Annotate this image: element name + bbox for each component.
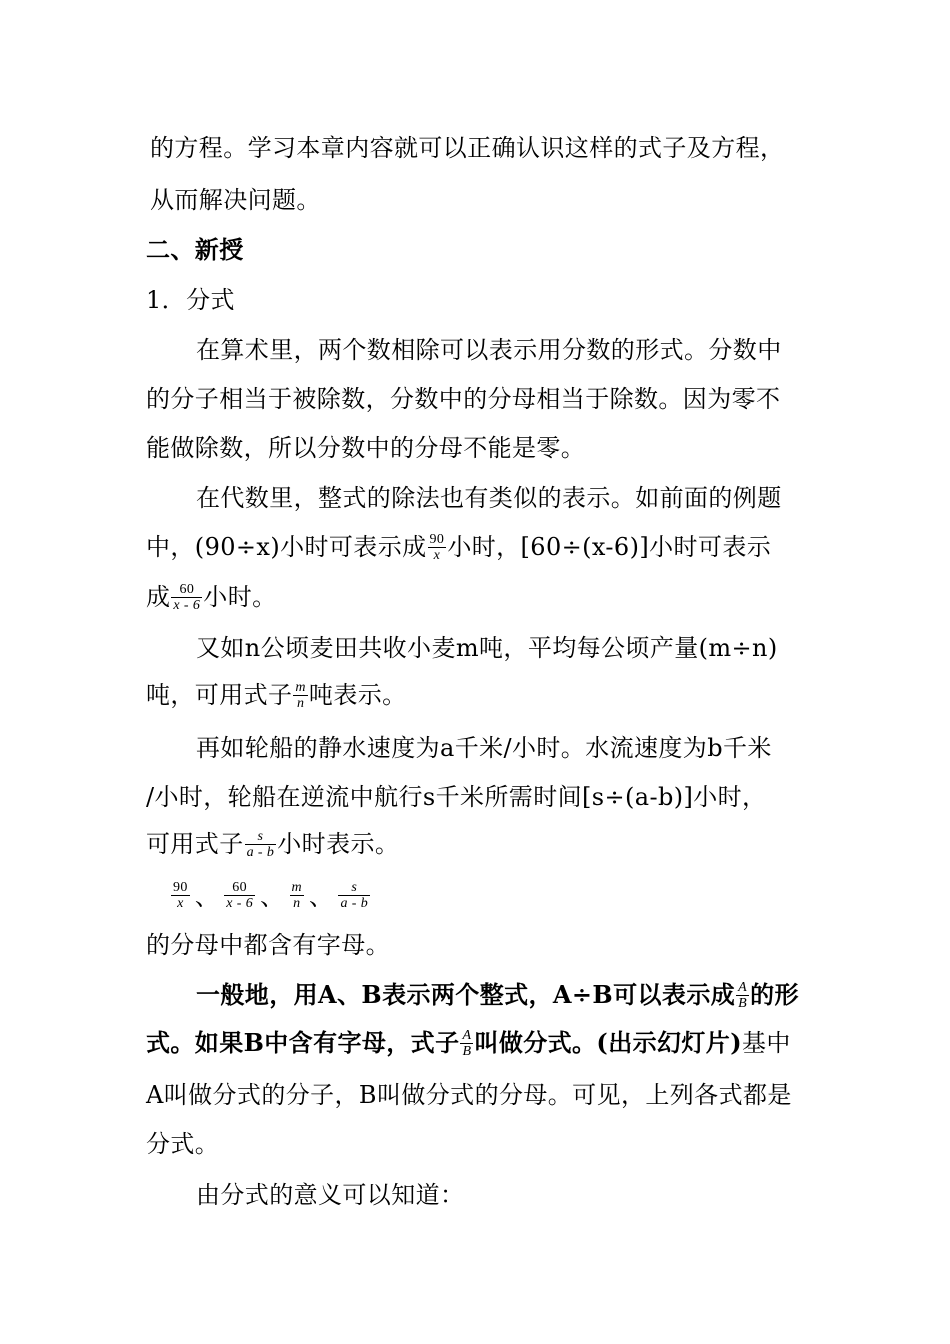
fraction: [224, 880, 255, 911]
text-segment: 基中: [741, 1029, 791, 1057]
text-line: 的分母中都含有字母。: [146, 931, 390, 959]
fraction-denominator: B: [738, 996, 748, 1011]
text-line: 又如n公顷麦田共收小麦m吨，平均每公顷产量(m÷n): [196, 634, 778, 662]
fraction: [460, 1028, 473, 1059]
fraction-numerator: A: [462, 1028, 472, 1043]
fraction-numerator: 90: [429, 532, 445, 547]
text-segment: 小时表示。: [277, 830, 400, 858]
fraction: [338, 880, 370, 911]
fraction: [736, 980, 749, 1011]
fraction-denominator: x: [171, 895, 190, 911]
sub-heading: 1．分式: [146, 286, 235, 314]
text-segment: 可用式子: [146, 830, 244, 858]
fraction-list: [170, 880, 371, 912]
text-segment: 小时。: [203, 583, 277, 611]
fraction-denominator: a - b: [246, 845, 275, 860]
text-line: /小时，轮船在逆流中航行s千米所需时间[s÷(a-b)]小时，: [146, 783, 767, 811]
text-line: 的分子相当于被除数，分数中的分母相当于除数。因为零不: [146, 385, 781, 413]
fraction-numerator: m: [295, 680, 306, 695]
separator: 、: [309, 882, 334, 911]
text-segment: 小时，[60÷(x-6)]小时可表示: [447, 533, 772, 561]
text-line: [146, 582, 277, 614]
text-line: 由分式的意义可以知道：: [196, 1181, 465, 1209]
text-segment: 式。如果B中含有字母，式子: [146, 1028, 460, 1057]
text-line: [146, 532, 771, 564]
text-line: 的方程。学习本章内容就可以正确认识这样的式子及方程，: [150, 134, 785, 162]
text-segment: 成: [146, 583, 171, 611]
fraction: [428, 532, 447, 563]
separator: 、: [194, 882, 220, 911]
text-line: 在代数里，整式的除法也有类似的表示。如前面的例题: [196, 484, 782, 512]
fraction-denominator: a - b: [340, 896, 369, 911]
fraction-denominator: n: [293, 695, 308, 711]
text-line: [146, 680, 407, 712]
separator: 、: [260, 882, 285, 911]
text-segment: 的形: [750, 980, 799, 1009]
text-line: 从而解决问题。: [150, 186, 321, 214]
section-heading: 二、新授: [146, 235, 244, 264]
fraction-numerator: A: [738, 980, 748, 995]
fraction-numerator: 90: [173, 880, 188, 895]
text-segment: 中，(90÷x)小时可表示成: [146, 533, 427, 561]
fraction: [171, 880, 190, 911]
fraction-numerator: 60: [232, 880, 248, 895]
fraction-numerator: m: [291, 880, 303, 895]
text-line: [146, 829, 399, 861]
text-line: 分式。: [146, 1130, 220, 1158]
text-line: A叫做分式的分子，B叫做分式的分母。可见，上列各式都是: [146, 1081, 792, 1109]
fraction-denominator: B: [462, 1044, 472, 1059]
fraction: [290, 880, 305, 911]
fraction-numerator: s: [351, 880, 358, 895]
text-line: 能做除数，所以分数中的分母不能是零。: [146, 434, 586, 462]
fraction: [293, 680, 308, 711]
text-segment: 一般地，用A、B表示两个整式，A÷B可以表示成: [196, 980, 736, 1009]
text-line: 再如轮船的静水速度为a千米/小时。水流速度为b千米: [196, 734, 772, 762]
text-segment: 吨表示。: [308, 681, 407, 709]
text-segment: 吨，可用式子: [146, 681, 293, 709]
fraction-denominator: x - 6: [173, 598, 201, 613]
text-line: [196, 980, 799, 1012]
text-line: 在算术里，两个数相除可以表示用分数的形式。分数中: [196, 336, 782, 364]
fraction-denominator: x - 6: [226, 896, 254, 911]
fraction-numerator: 60: [179, 582, 195, 597]
fraction-denominator: n: [290, 895, 305, 911]
fraction: [171, 582, 202, 613]
fraction-numerator: s: [257, 829, 264, 844]
text-segment: 叫做分式。(出示幻灯片): [474, 1028, 742, 1057]
text-line: [146, 1028, 791, 1060]
fraction: [245, 829, 277, 860]
fraction-denominator: x: [428, 547, 447, 563]
